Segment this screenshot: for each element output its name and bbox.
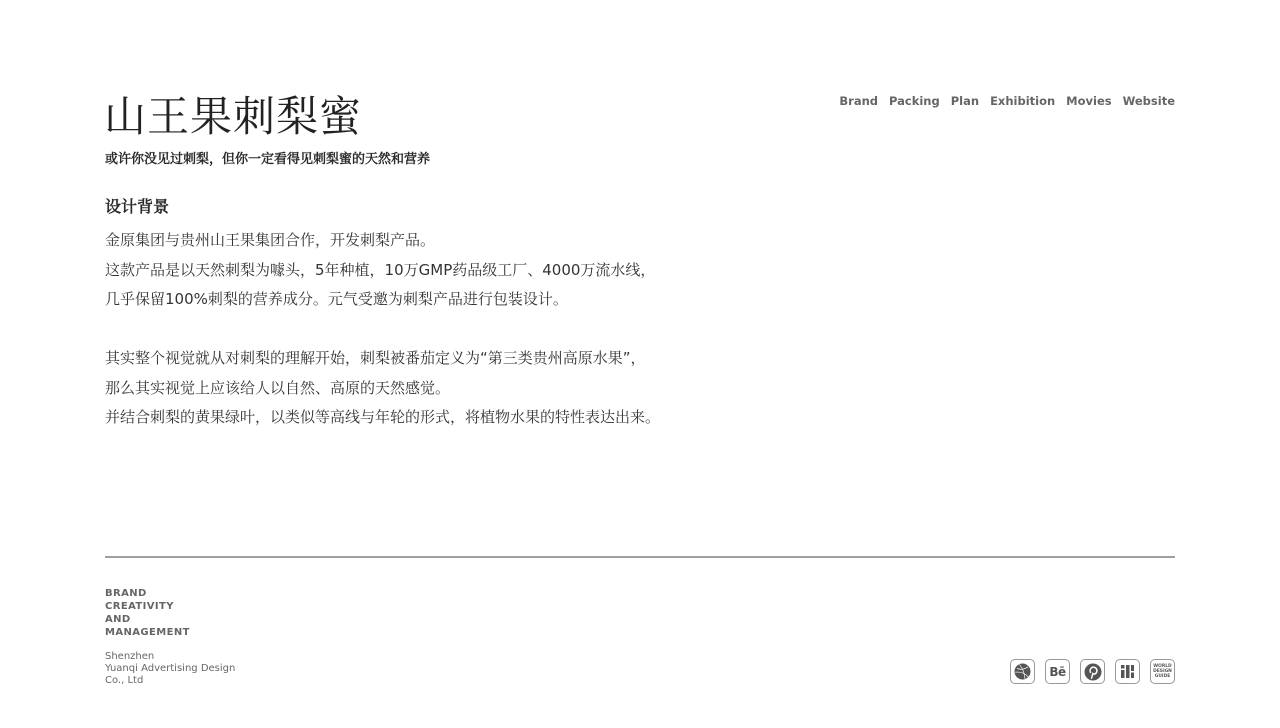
world-design-guide-icon xyxy=(1153,664,1172,679)
wdg-line: WORLD xyxy=(1153,664,1172,669)
top-nav xyxy=(839,94,1175,108)
company-line: Shenzhen xyxy=(105,651,155,662)
company-line: Yuanqi Advertising Design xyxy=(105,663,236,674)
nav-item-brand[interactable]: Brand xyxy=(839,94,879,108)
ifeng-link[interactable] xyxy=(1115,659,1140,684)
nav-item-packing[interactable]: Packing xyxy=(889,94,940,108)
footer-divider xyxy=(105,556,1175,558)
brand-line: AND xyxy=(105,614,131,625)
paragraph-gap xyxy=(105,315,805,345)
body-line: 这款产品是以天然刺梨为噱头，5年种植，10万GMP药品级工厂、4000万流水线， xyxy=(105,260,656,279)
wdg-line: GUIDE xyxy=(1154,674,1171,679)
behance-link[interactable] xyxy=(1045,659,1070,684)
brand-line: MANAGEMENT xyxy=(105,627,190,638)
nav-item-plan[interactable]: Plan xyxy=(950,94,980,108)
company-line: Co., Ltd xyxy=(105,675,144,686)
nav-item-website[interactable]: Website xyxy=(1122,94,1175,108)
section-heading: 设计背景 xyxy=(105,197,170,216)
social-links xyxy=(1010,659,1175,684)
body-line: 其实整个视觉就从对刺梨的理解开始，刺梨被番茄定义为“第三类贵州高原水果”， xyxy=(105,349,646,367)
behance-icon: Bē xyxy=(1049,664,1066,679)
pinterest-link[interactable] xyxy=(1080,659,1105,684)
company-name xyxy=(105,651,235,687)
page-title: 山王果刺梨蜜 xyxy=(104,92,363,141)
nav-item-exhibition[interactable]: Exhibition xyxy=(990,94,1056,108)
nav-item-movies[interactable]: Movies xyxy=(1066,94,1112,108)
wdg-line: DESIGN xyxy=(1153,669,1172,674)
body-text xyxy=(105,226,805,433)
pinterest-icon xyxy=(1084,663,1102,681)
page-subtitle: 或许你没见过刺梨，但你一定看得见刺梨蜜的天然和营养 xyxy=(105,152,431,167)
body-line: 金原集团与贵州山王果集团合作，开发刺梨产品。 xyxy=(105,231,436,249)
brand-line: CREATIVITY xyxy=(105,601,174,612)
body-line: 几乎保留100%刺梨的营养成分。元气受邀为刺梨产品进行包装设计。 xyxy=(105,290,568,308)
dribbble-icon xyxy=(1014,663,1031,680)
body-line: 那么其实视觉上应该给人以自然、高原的天然感觉。 xyxy=(105,378,451,397)
dribbble-link[interactable] xyxy=(1010,659,1035,684)
ifeng-icon xyxy=(1120,664,1135,679)
body-line: 并结合刺梨的黄果绿叶，以类似等高线与年轮的形式，将植物水果的特性表达出来。 xyxy=(105,408,661,426)
brand-tagline xyxy=(105,587,190,639)
world-design-guide-link[interactable] xyxy=(1150,659,1175,684)
brand-line: BRAND xyxy=(105,588,147,599)
